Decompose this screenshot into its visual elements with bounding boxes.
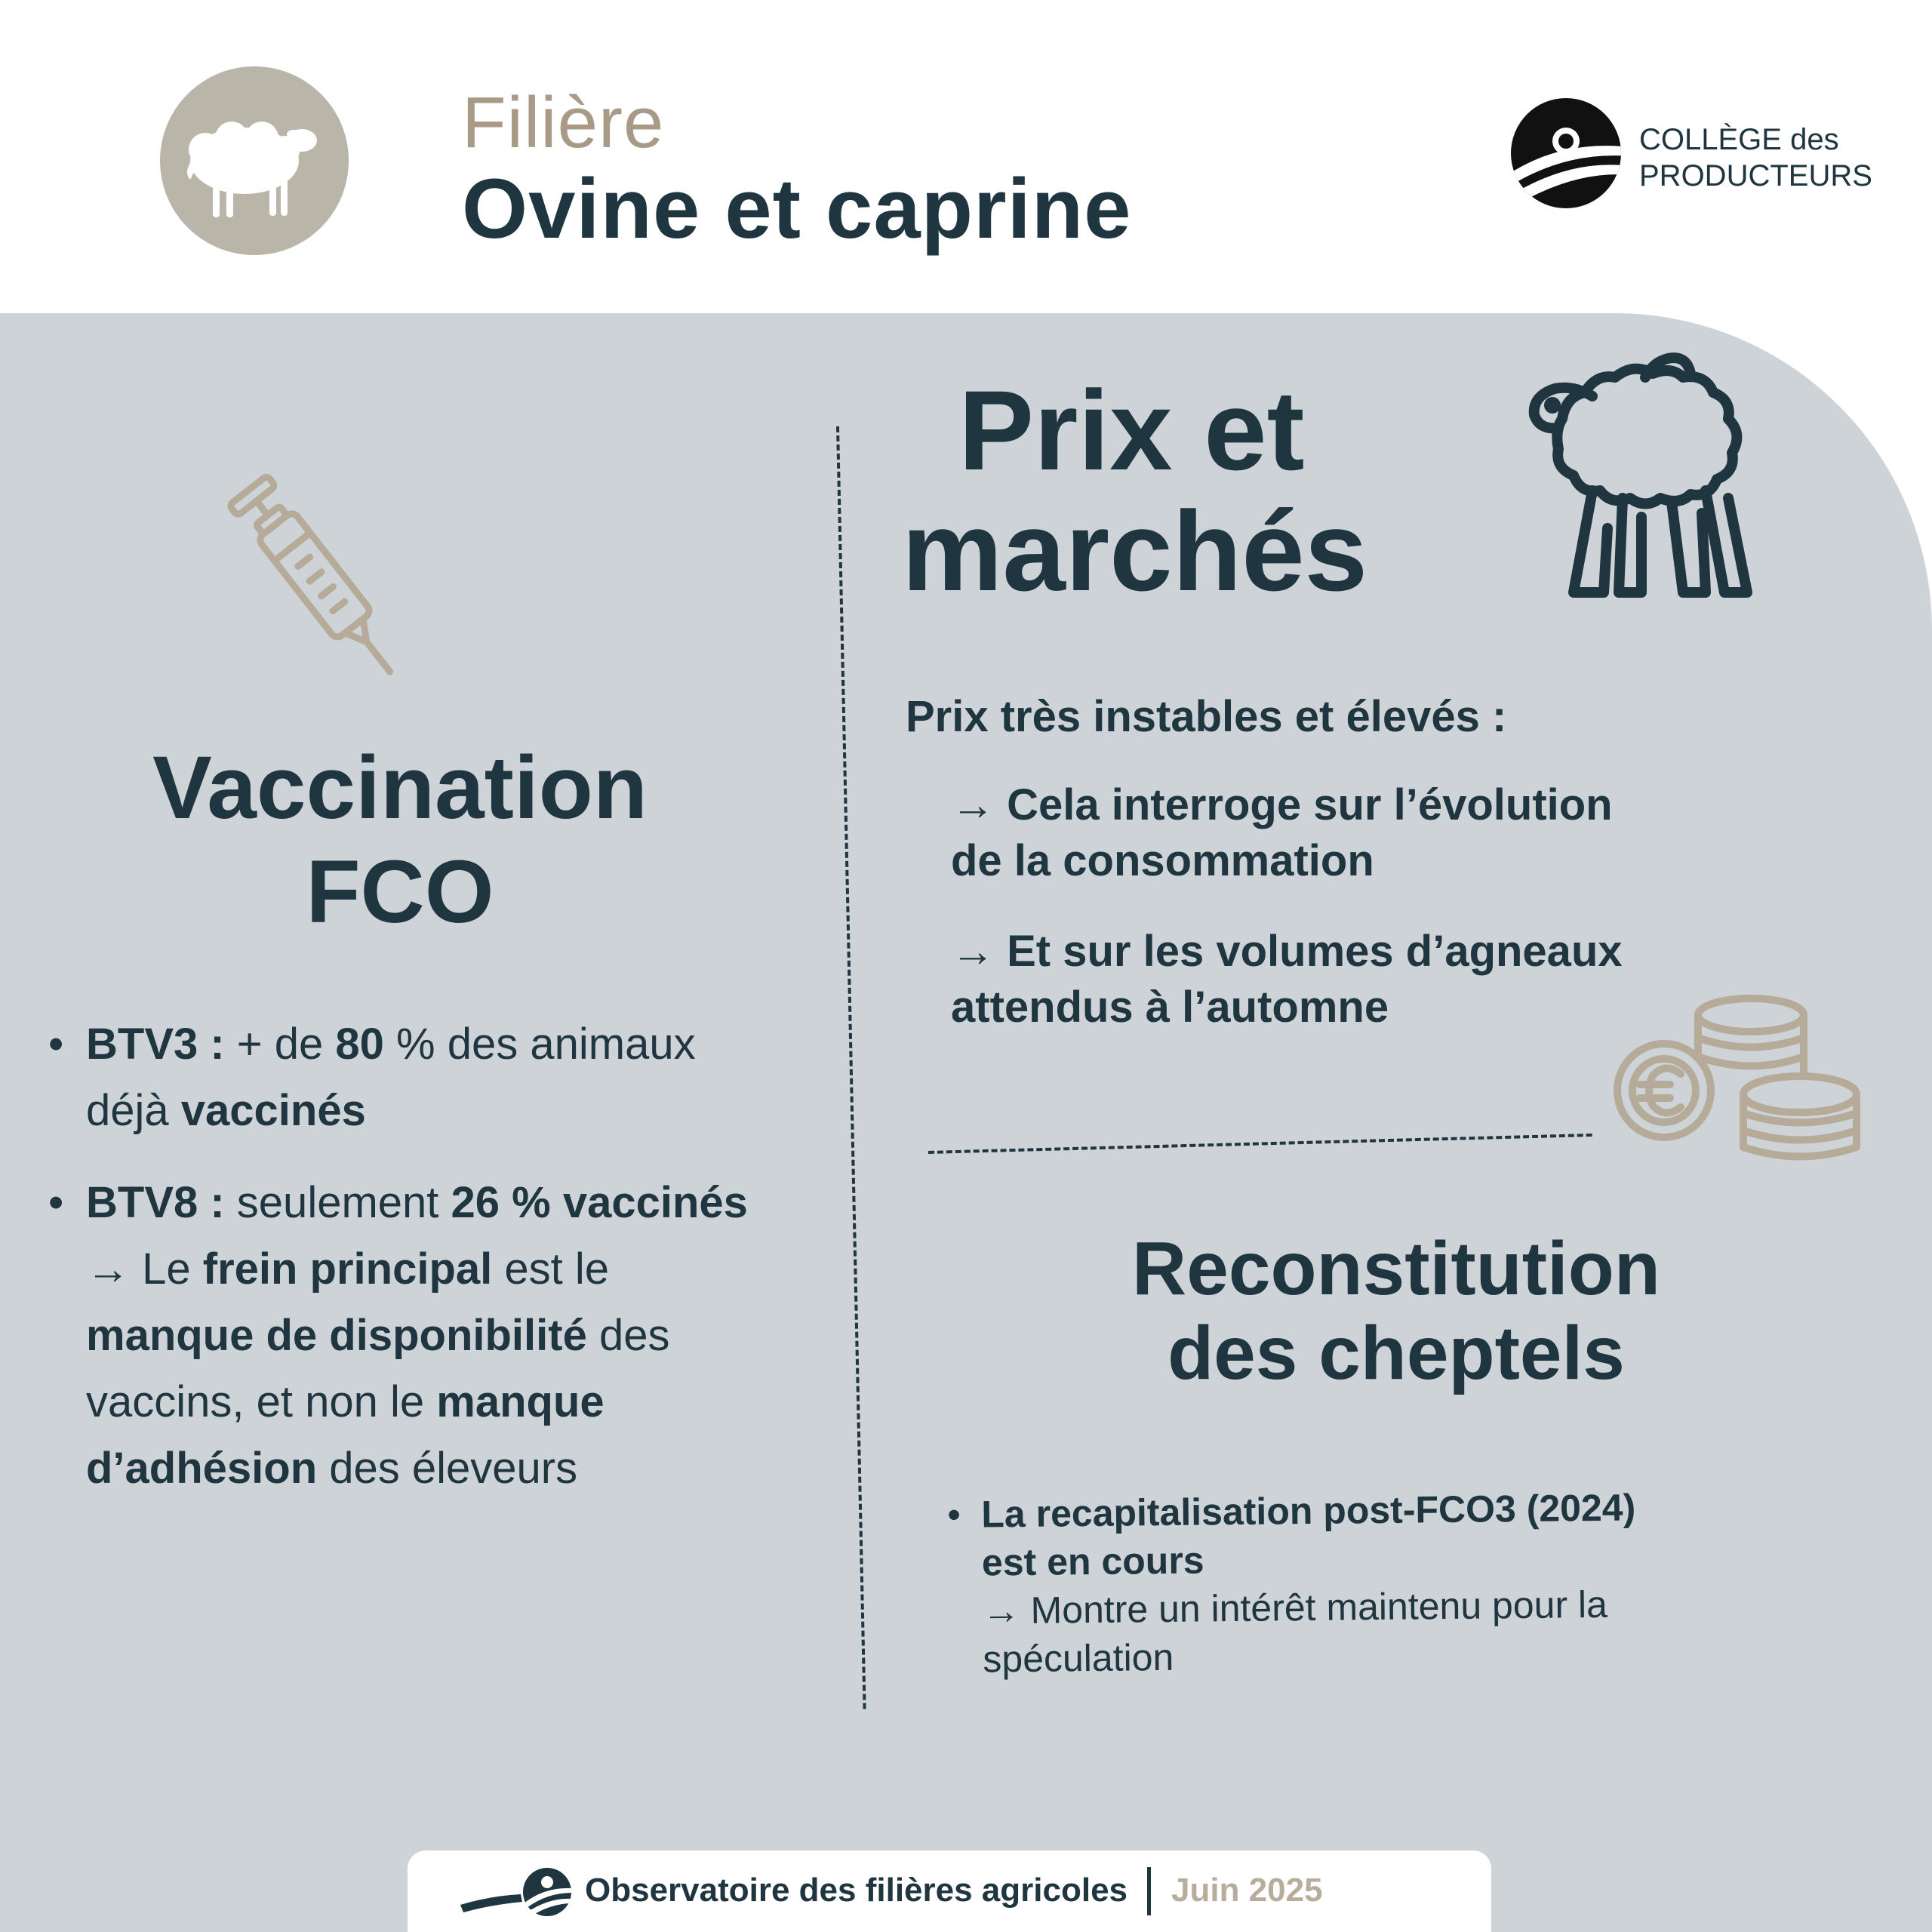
list-item — [951, 777, 1623, 889]
list-item — [951, 924, 1623, 1035]
prix-point-line: → Cela interroge sur l’évolution — [951, 780, 1613, 829]
syringe-icon — [192, 445, 434, 702]
euro-coins-icon — [1611, 992, 1868, 1166]
vaccination-title — [60, 736, 740, 944]
footer-separator — [1147, 1867, 1151, 1915]
prix-title — [902, 367, 1506, 614]
reconstitution-list — [947, 1483, 1638, 1684]
sheep-outline-icon — [1521, 343, 1823, 615]
vaccination-line — [86, 1303, 848, 1369]
prix-point-line: attendus à l’automne — [951, 983, 1389, 1032]
text-segment: 80 — [335, 1020, 384, 1069]
list-item — [48, 1170, 848, 1502]
vaccination-line — [86, 1170, 848, 1236]
reconstitution-line: • La recapitalisation post-FCO3 (2024) — [981, 1486, 1636, 1536]
text-segment: des éleveurs — [317, 1444, 578, 1493]
list-item — [947, 1483, 1638, 1684]
vaccination-line — [86, 1369, 848, 1435]
vaccination-title-line-2: FCO — [306, 842, 494, 942]
header-kicker: Filière — [462, 82, 665, 163]
observatoire-logo-icon — [460, 1866, 574, 1918]
text-segment: manque — [436, 1377, 605, 1426]
reconstitution-title — [1041, 1226, 1751, 1395]
vaccination-line — [86, 1078, 848, 1144]
logo-line-1: COLLÈGE des — [1639, 123, 1839, 156]
reconstitution-title-line-1: Reconstitution — [1132, 1226, 1660, 1311]
text-segment: déjà — [86, 1086, 181, 1135]
list-item — [48, 1011, 848, 1144]
header — [0, 0, 1932, 313]
vaccination-line — [86, 1011, 848, 1078]
reconstitution-line: est en cours — [981, 1539, 1204, 1584]
text-segment: est le — [492, 1244, 610, 1294]
text-segment: % des animaux — [383, 1020, 696, 1069]
text-segment: BTV3 : — [86, 1020, 225, 1069]
text-segment: vaccins, et non le — [86, 1377, 437, 1426]
vaccination-title-line-1: Vaccination — [152, 738, 648, 838]
sheep-icon — [160, 66, 349, 255]
prix-title-line-2: marchés — [902, 488, 1368, 614]
sheep-icon-badge — [160, 66, 349, 255]
college-producteurs-logo — [1509, 94, 1872, 215]
text-segment: d’adhésion — [86, 1444, 318, 1493]
text-segment: BTV8 : — [86, 1178, 225, 1227]
reconstitution-line: spéculation — [983, 1635, 1174, 1681]
text-segment: seulement — [224, 1178, 451, 1227]
text-segment: des — [586, 1311, 670, 1360]
college-logo-icon — [1509, 94, 1630, 215]
prix-subtitle: Prix très instables et élevés : — [906, 692, 1507, 741]
prix-point-line: → Et sur les volumes d’agneaux — [951, 927, 1623, 976]
text-segment: → Le — [86, 1244, 203, 1294]
prix-title-line-1: Prix et — [958, 367, 1305, 494]
footer — [408, 1850, 1491, 1932]
prix-arrow-points — [951, 777, 1623, 1070]
vaccination-list — [48, 1011, 848, 1527]
text-segment: 26 % vaccinés — [451, 1178, 748, 1227]
vaccination-line — [86, 1236, 848, 1303]
reconstitution-line: → Montre un intérêt maintenu pour la — [982, 1583, 1608, 1632]
text-segment: frein principal — [202, 1244, 493, 1294]
text-segment: + de — [224, 1020, 336, 1069]
reconstitution-title-line-2: des cheptels — [1168, 1311, 1625, 1395]
text-segment: manque de disponibilité — [86, 1311, 587, 1360]
vaccination-line — [86, 1435, 848, 1502]
text-segment: vaccinés — [180, 1086, 366, 1135]
footer-date: Juin 2025 — [1171, 1872, 1323, 1909]
logo-line-2: PRODUCTEURS — [1639, 159, 1872, 192]
prix-point-line: de la consommation — [951, 836, 1374, 885]
footer-text: Observatoire des filières agricoles — [585, 1872, 1128, 1909]
page-title: Ovine et caprine — [462, 162, 1132, 256]
